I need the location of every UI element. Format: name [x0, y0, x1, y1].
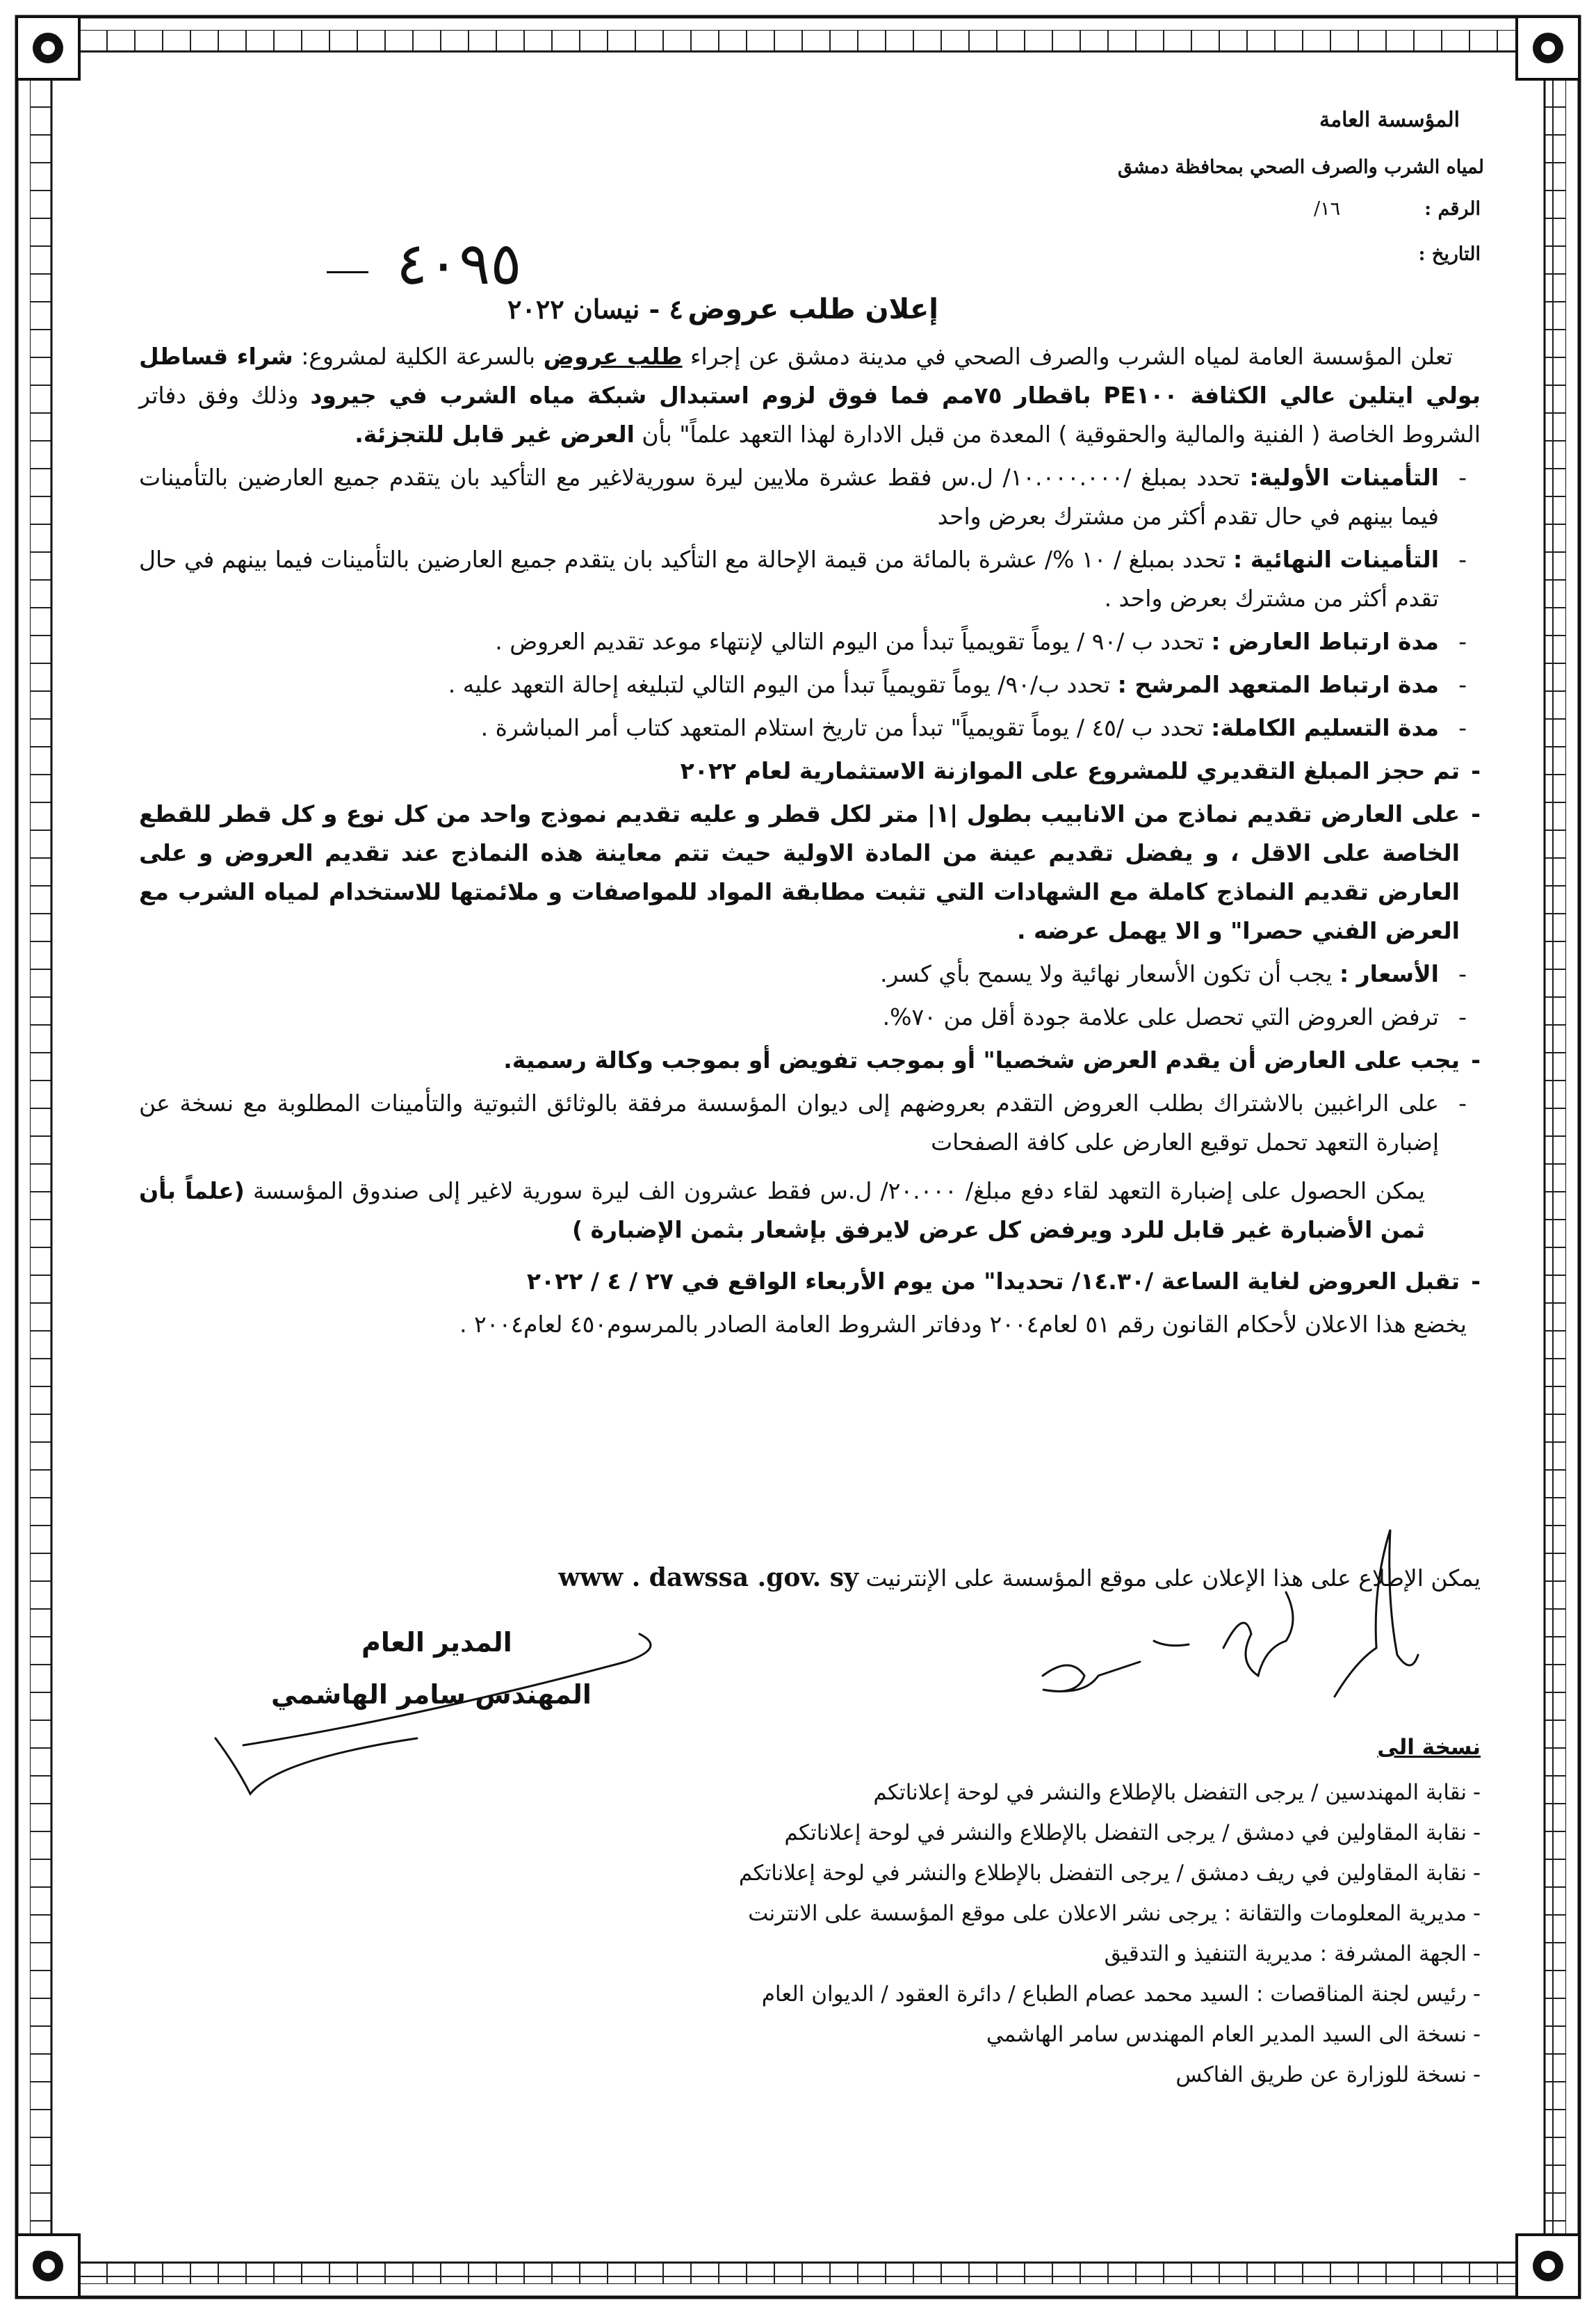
item-text: ترفض العروض التي تحصل على علامة جودة أقل من ٧٠%.: [882, 1003, 1439, 1030]
notice-body: [139, 337, 1481, 1344]
samples-item: - على العارض تقديم نماذج من الانابيب بطول |١| متر لكل قطر و عليه تقديم نموذج واحد من كل نوع و كل قطر للقطع الخاصة على الاقل ، و يفضل تقديم عينة من المادة الاولية حيث تتم معاينة هذه النماذج عند تقديم العروض و على العارض تقديم النماذج كاملة مع الشهادات التي تثبت مطابقة المواد للمواصفات و ملائمتها للاستخدام لمياه الشرب مع العرض الفني حصرا" و الا يهمل عرضه .: [139, 795, 1481, 950]
org-name-line2: لمياه الشرب والصرف الصحي بمحافظة دمشق: [1117, 156, 1484, 178]
date-label: التاريخ :: [1418, 243, 1481, 265]
project-title: شراء قساطل بولي ايتلين عالي الكثافة PE١٠٠ باقطار ٧٥مم فما فوق لزوم استبدال شبكة مياه الشرب في جيرود: [139, 343, 1481, 409]
number-dash: [327, 271, 368, 273]
signatory-title: المدير العام: [361, 1627, 512, 1658]
fee-note: (علماً بأن ثمن الأضبارة غير قابل للرد ويرفض كل عرض لايرفق بإشعار بثمن الإضبارة ): [139, 1177, 1425, 1243]
project-conditions: وذلك وفق دفاتر الشروط الخاصة ( الفنية والمالية والحقوقية ) المعدة من قبل الادارة لهذا التعهد علماً" بأن: [139, 382, 1481, 448]
copies-list: [577, 1735, 1481, 2095]
list-item: [139, 540, 1481, 618]
list-item: [139, 955, 1481, 994]
copy-recipient: - الجهة المشرفة : مديرية التنفيذ و التدقيق: [577, 1934, 1481, 1974]
copy-recipient: - نقابة المقاولين في دمشق / يرجى التفضل بالإطلاع والنشر في لوحة إعلاناتكم: [577, 1813, 1481, 1853]
non-divisible-note: العرض غير قابل للتجزئة.: [355, 421, 635, 448]
budget-item: - تم حجز المبلغ التقديري للمشروع على الموازنة الاستثمارية لعام ٢٠٢٢: [139, 752, 1481, 791]
org-name-line1: المؤسسة العامة: [1319, 108, 1460, 132]
item-text: تحدد ب /٩٠ / يوماً تقويمياً تبدأ من اليوم التالي لإنتهاء موعد تقديم العروض .: [495, 628, 1212, 655]
intro-text-end: بالسرعة الكلية: [395, 343, 544, 370]
item-text: يجب أن تكون الأسعار نهائية ولا يسمح بأي كسر.: [880, 960, 1340, 987]
item-label: مدة ارتباط العارض :: [1211, 628, 1439, 655]
list-item: [139, 458, 1481, 536]
signatory-name: المهندس سامر الهاشمي: [271, 1679, 592, 1710]
reference-field: [1300, 198, 1481, 220]
document-page: [139, 97, 1484, 2225]
item-label: التأمينات النهائية :: [1232, 546, 1440, 573]
copy-recipient: - نقابة المهندسين / يرجى التفضل بالإطلاع والنشر في لوحة إعلاناتكم: [577, 1772, 1481, 1813]
copy-recipient: - مديرية المعلومات والتقانة : يرجى نشر الاعلان على موقع المؤسسة على الانترنت: [577, 1893, 1481, 1934]
signature-stroke: [1154, 1641, 1189, 1646]
copy-recipient: - نسخة الى السيد المدير العام المهندس سامر الهاشمي: [577, 2014, 1481, 2055]
website-text: يمكن الإطلاع على هذا الإعلان على موقع المؤسسة على الإنترنيت: [858, 1564, 1481, 1592]
document-number: ٤٠٩٥: [396, 229, 522, 298]
copy-recipient: - نسخة للوزارة عن طريق الفاكس: [577, 2055, 1481, 2095]
item-label: مدة ارتباط المتعهد المرشح :: [1117, 671, 1439, 698]
page-title: إعلان طلب عروض: [687, 293, 938, 325]
law-paragraph: يخضع هذا الاعلان لأحكام القانون رقم ٥١ لعام٢٠٠٤ ودفاتر الشروط العامة الصادر بالمرسوم٤٥٠ لعام٢٠٠٤ .: [459, 1311, 1467, 1338]
intro-paragraph: [139, 337, 1481, 454]
intro-text: تعلن المؤسسة العامة لمياه الشرب والصرف الصحي في مدينة دمشق عن إجراء: [682, 343, 1454, 370]
signature-stroke: [215, 1738, 417, 1794]
fee-text: يمكن الحصول على إضبارة التعهد لقاء دفع مبلغ/ ٢٠.٠٠٠/ ل.س فقط عشرون الف ليرة سورية لاغير إلى صندوق المؤسسة: [244, 1177, 1426, 1204]
copies-title: نسخة الى: [1377, 1735, 1481, 1760]
item-text: تحدد ب /٤٥ / يوماً تقويمياً" تبدأ من تاريخ استلام المتعهد كتاب أمر المباشرة .: [480, 714, 1212, 741]
signature-stroke: [1223, 1592, 1293, 1676]
signature-stroke: [1043, 1662, 1140, 1692]
item-text: تحدد بمبلغ / ١٠ %/ عشرة بالمائة من قيمة الإحالة مع التأكيد بان يتقدم جميع العارضين بالتأمينات فيما بينهم في حال تقدم أكثر من مشترك بعرض واحد .: [139, 546, 1439, 612]
reference-value: ١٦/: [1314, 198, 1341, 220]
list-item: [139, 998, 1481, 1037]
website-url[interactable]: www . dawssa .gov. sy: [558, 1563, 858, 1592]
fee-paragraph: [139, 1172, 1481, 1249]
item-label: الأسعار :: [1339, 960, 1439, 987]
item-label: التأمينات الأولية:: [1249, 464, 1439, 491]
deadline-item: - تقبل العروض لغاية الساعة /١٤.٣٠/ تحديدا" من يوم الأربعاء الواقع في ٢٧ / ٤ / ٢٠٢٢: [139, 1262, 1481, 1301]
personal-submission-item: - يجب على العارض أن يقدم العرض شخصيا" أو بموجب تفويض أو بموجب وكالة رسمية.: [139, 1041, 1481, 1080]
copy-recipient: - رئيس لجنة المناقصات : السيد محمد عصام الطباع / دائرة العقود / الديوان العام: [577, 1974, 1481, 2014]
reference-label: الرقم :: [1424, 198, 1481, 220]
list-item: [139, 665, 1481, 704]
item-text: تحدد ب/٩٠/ يوماً تقويمياً تبدأ من اليوم التالي لتبليغه إحالة التعهد عليه .: [448, 671, 1118, 698]
handwritten-date: ٤ - نيسان ٢٠٢٢: [507, 293, 683, 325]
list-item: [139, 709, 1481, 747]
intro-bold: طلب عروض: [543, 343, 683, 370]
list-item: [139, 622, 1481, 661]
documents-item: - على الراغبين بالاشتراك بطلب العروض التقدم بعروضهم إلى ديوان المؤسسة مرفقة بالوثائق الثبوتية والتأمينات المطلوبة مع نسخة عن إضبارة التعهد تحمل توقيع العارض على كافة الصفحات: [139, 1084, 1481, 1162]
signature-stroke: [1335, 1530, 1418, 1697]
item-text: تحدد بمبلغ /١٠.٠٠٠.٠٠٠/ ل.س فقط عشرة ملايين ليرة سوريةلاغير مع التأكيد بان يتقدم جميع العارضين بالتأمينات فيما بينهم في حال تقدم أكثر من مشترك بعرض واحد: [139, 464, 1439, 530]
project-label: لمشروع:: [293, 343, 387, 370]
copy-recipient: - نقابة المقاولين في ريف دمشق / يرجى التفضل بالإطلاع والنشر في لوحة إعلاناتكم: [577, 1853, 1481, 1893]
item-label: مدة التسليم الكاملة:: [1211, 714, 1439, 741]
